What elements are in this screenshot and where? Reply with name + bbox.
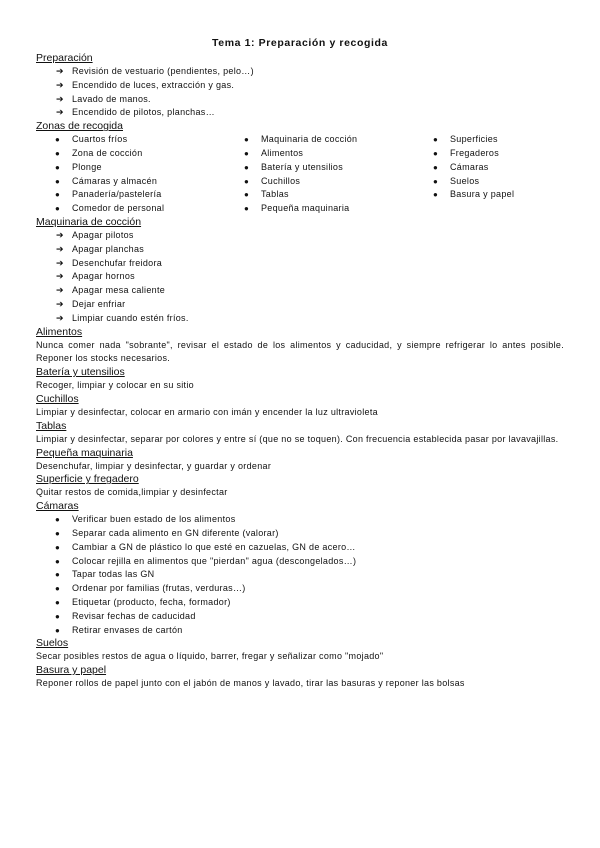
list-item-text: Tapar todas las GN [72, 569, 155, 580]
list-item-text: Suelos [450, 175, 480, 186]
zonas-column-2 [225, 133, 414, 216]
list-item [36, 312, 564, 326]
list-item [36, 188, 225, 202]
list-item [36, 243, 564, 257]
heading-maquinaria: Maquinaria de cocción [36, 215, 142, 228]
arrow-bullet-icon: ➔ [56, 257, 64, 268]
list-camaras [36, 513, 564, 637]
list-item-text: Desenchufar freidora [72, 257, 163, 268]
list-item [36, 93, 564, 107]
dot-bullet-icon: ● [55, 584, 61, 594]
arrow-bullet-icon: ➔ [56, 271, 64, 282]
text-cuchillos: Limpiar y desinfectar, colocar en armario con imán y encender la luz ultravioleta [36, 406, 378, 417]
list-item [36, 257, 564, 271]
dot-bullet-icon: ● [55, 135, 61, 145]
list-item-text: Zona de cocción [72, 147, 143, 158]
dot-bullet-icon: ● [244, 190, 250, 200]
list-item [36, 610, 564, 624]
dot-bullet-icon: ● [55, 204, 61, 214]
heading-pequena-maquinaria: Pequeña maquinaria [36, 446, 133, 459]
list-item [36, 147, 225, 161]
document-page [36, 36, 564, 691]
list-item-text: Verificar buen estado de los alimentos [72, 514, 236, 525]
list-item [414, 161, 564, 175]
arrow-bullet-icon: ➔ [56, 79, 64, 90]
dot-bullet-icon: ● [433, 176, 439, 186]
list-item-text: Superficies [450, 134, 498, 145]
arrow-bullet-icon: ➔ [56, 312, 64, 323]
zonas-columns [36, 133, 564, 216]
dot-bullet-icon: ● [55, 148, 61, 158]
heading-alimentos: Alimentos [36, 325, 83, 338]
list-item [414, 188, 564, 202]
list-item-text: Alimentos [261, 147, 304, 158]
list-item [36, 161, 225, 175]
list-item-text: Colocar rejilla en alimentos que "pierdan" agua (descongelados…) [72, 555, 357, 566]
text-suelos: Secar posibles restos de agua o líquido, barrer, fregar y señalizar como "mojado" [36, 651, 384, 662]
list-item-text: Encendido de luces, extracción y gas. [72, 79, 235, 90]
dot-bullet-icon: ● [55, 515, 61, 525]
list-item [36, 270, 564, 284]
dot-bullet-icon: ● [433, 148, 439, 158]
list-item [225, 147, 414, 161]
list-item-text: Pequeña maquinaria [261, 203, 350, 214]
dot-bullet-icon: ● [55, 176, 61, 186]
list-item-text: Apagar hornos [72, 271, 135, 282]
dot-bullet-icon: ● [433, 190, 439, 200]
arrow-bullet-icon: ➔ [56, 93, 64, 104]
list-item [414, 147, 564, 161]
list-item [225, 161, 414, 175]
heading-tablas: Tablas [36, 419, 67, 432]
heading-suelos: Suelos [36, 637, 69, 650]
list-item-text: Comedor de personal [72, 203, 165, 214]
list-item [414, 175, 564, 189]
dot-bullet-icon: ● [244, 176, 250, 186]
text-pequena-maquinaria: Desenchufar, limpiar y desinfectar, y guardar y ordenar [36, 460, 272, 471]
zonas-column-3 [414, 133, 564, 216]
list-item-text: Apagar mesa caliente [72, 285, 166, 296]
list-item [36, 229, 564, 243]
text-bateria: Recoger, limpiar y colocar en su sitio [36, 380, 194, 391]
dot-bullet-icon: ● [55, 611, 61, 621]
list-item-text: Cámaras [450, 161, 489, 172]
text-basura: Reponer rollos de papel junto con el jabón de manos y lavado, tirar las basuras y reponer las bolsas [36, 678, 465, 689]
list-item-text: Dejar enfriar [72, 298, 126, 309]
dot-bullet-icon: ● [55, 528, 61, 538]
list-item [36, 65, 564, 79]
heading-preparacion: Preparación [36, 52, 93, 64]
list-item [36, 555, 564, 569]
arrow-bullet-icon: ➔ [56, 66, 64, 76]
list-item-text: Limpiar cuando estén fríos. [72, 312, 189, 323]
list-item-text: Cuartos fríos [72, 134, 128, 145]
list-item [414, 133, 564, 147]
list-item-text: Ordenar por familias (frutas, verduras…) [72, 583, 246, 594]
list-item [36, 106, 564, 120]
heading-camaras: Cámaras [36, 500, 79, 513]
dot-bullet-icon: ● [55, 190, 61, 200]
list-item-text: Plonge [72, 161, 102, 172]
list-item [36, 202, 225, 216]
list-item-text: Cambiar a GN de plástico lo que esté en cazuelas, GN de acero… [72, 541, 356, 552]
list-item-text: Batería y utensilios [261, 161, 344, 172]
dot-bullet-icon: ● [55, 597, 61, 607]
list-item-text: Basura y papel [450, 189, 515, 200]
list-item-text: Fregaderos [450, 147, 500, 158]
dot-bullet-icon: ● [244, 162, 250, 172]
list-item [36, 624, 564, 638]
text-tablas: Limpiar y desinfectar, separar por colores y entre sí (que no se toquen). Con frecuencia establecida pasar por lavavajillas. [36, 433, 559, 444]
dot-bullet-icon: ● [55, 570, 61, 580]
list-item-text: Lavado de manos. [72, 93, 151, 104]
dot-bullet-icon: ● [244, 204, 250, 214]
list-item [36, 175, 225, 189]
list-item-text: Revisar fechas de caducidad [72, 610, 196, 621]
arrow-bullet-icon: ➔ [56, 229, 64, 240]
list-item [36, 527, 564, 541]
list-item-text: Encendido de pilotos, planchas… [72, 107, 215, 118]
list-item [36, 79, 564, 93]
text-alimentos: Nunca comer nada "sobrante", revisar el estado de los alimentos y caducidad, y siempre refrigerar lo antes posible. Reponer los stocks necesarios. [36, 339, 564, 364]
dot-bullet-icon: ● [55, 162, 61, 172]
dot-bullet-icon: ● [55, 556, 61, 566]
list-maquinaria [36, 229, 564, 326]
list-item-text: Separar cada alimento en GN diferente (valorar) [72, 527, 279, 538]
list-item [225, 175, 414, 189]
list-item-text: Retirar envases de cartón [72, 624, 183, 635]
dot-bullet-icon: ● [433, 162, 439, 172]
list-item [225, 202, 414, 216]
list-preparacion [36, 65, 564, 120]
text-superficie: Quitar restos de comida,limpiar y desinfectar [36, 487, 228, 498]
heading-bateria: Batería y utensilios [36, 366, 125, 379]
dot-bullet-icon: ● [433, 135, 439, 145]
dot-bullet-icon: ● [55, 542, 61, 552]
list-item-text: Apagar planchas [72, 243, 145, 254]
heading-superficie: Superficie y fregadero [36, 473, 139, 486]
list-item-text: Revisión de vestuario (pendientes, pelo…) [72, 66, 254, 76]
arrow-bullet-icon: ➔ [56, 285, 64, 296]
document-title: Tema 1: Preparación y recogida [212, 37, 388, 49]
list-item [36, 513, 564, 527]
list-item [36, 284, 564, 298]
dot-bullet-icon: ● [244, 148, 250, 158]
arrow-bullet-icon: ➔ [56, 243, 64, 254]
list-item [36, 298, 564, 312]
list-item-text: Apagar pilotos [72, 229, 134, 240]
list-item [36, 541, 564, 555]
list-item-text: Cuchillos [261, 175, 301, 186]
dot-bullet-icon: ● [244, 135, 250, 145]
heading-basura: Basura y papel [36, 664, 107, 677]
heading-cuchillos: Cuchillos [36, 392, 79, 405]
zonas-column-1 [36, 133, 225, 216]
list-item-text: Maquinaria de cocción [261, 134, 358, 145]
list-item [36, 568, 564, 582]
arrow-bullet-icon: ➔ [56, 107, 64, 118]
arrow-bullet-icon: ➔ [56, 298, 64, 309]
dot-bullet-icon: ● [55, 625, 61, 635]
list-item [36, 596, 564, 610]
list-item [225, 133, 414, 147]
list-item-text: Tablas [261, 189, 289, 200]
list-item [225, 188, 414, 202]
list-item-text: Etiquetar (producto, fecha, formador) [72, 596, 231, 607]
list-item [36, 133, 225, 147]
list-item [36, 582, 564, 596]
list-item-text: Panadería/pastelería [72, 189, 162, 200]
list-item-text: Cámaras y almacén [72, 175, 158, 186]
heading-zonas: Zonas de recogida [36, 120, 123, 133]
